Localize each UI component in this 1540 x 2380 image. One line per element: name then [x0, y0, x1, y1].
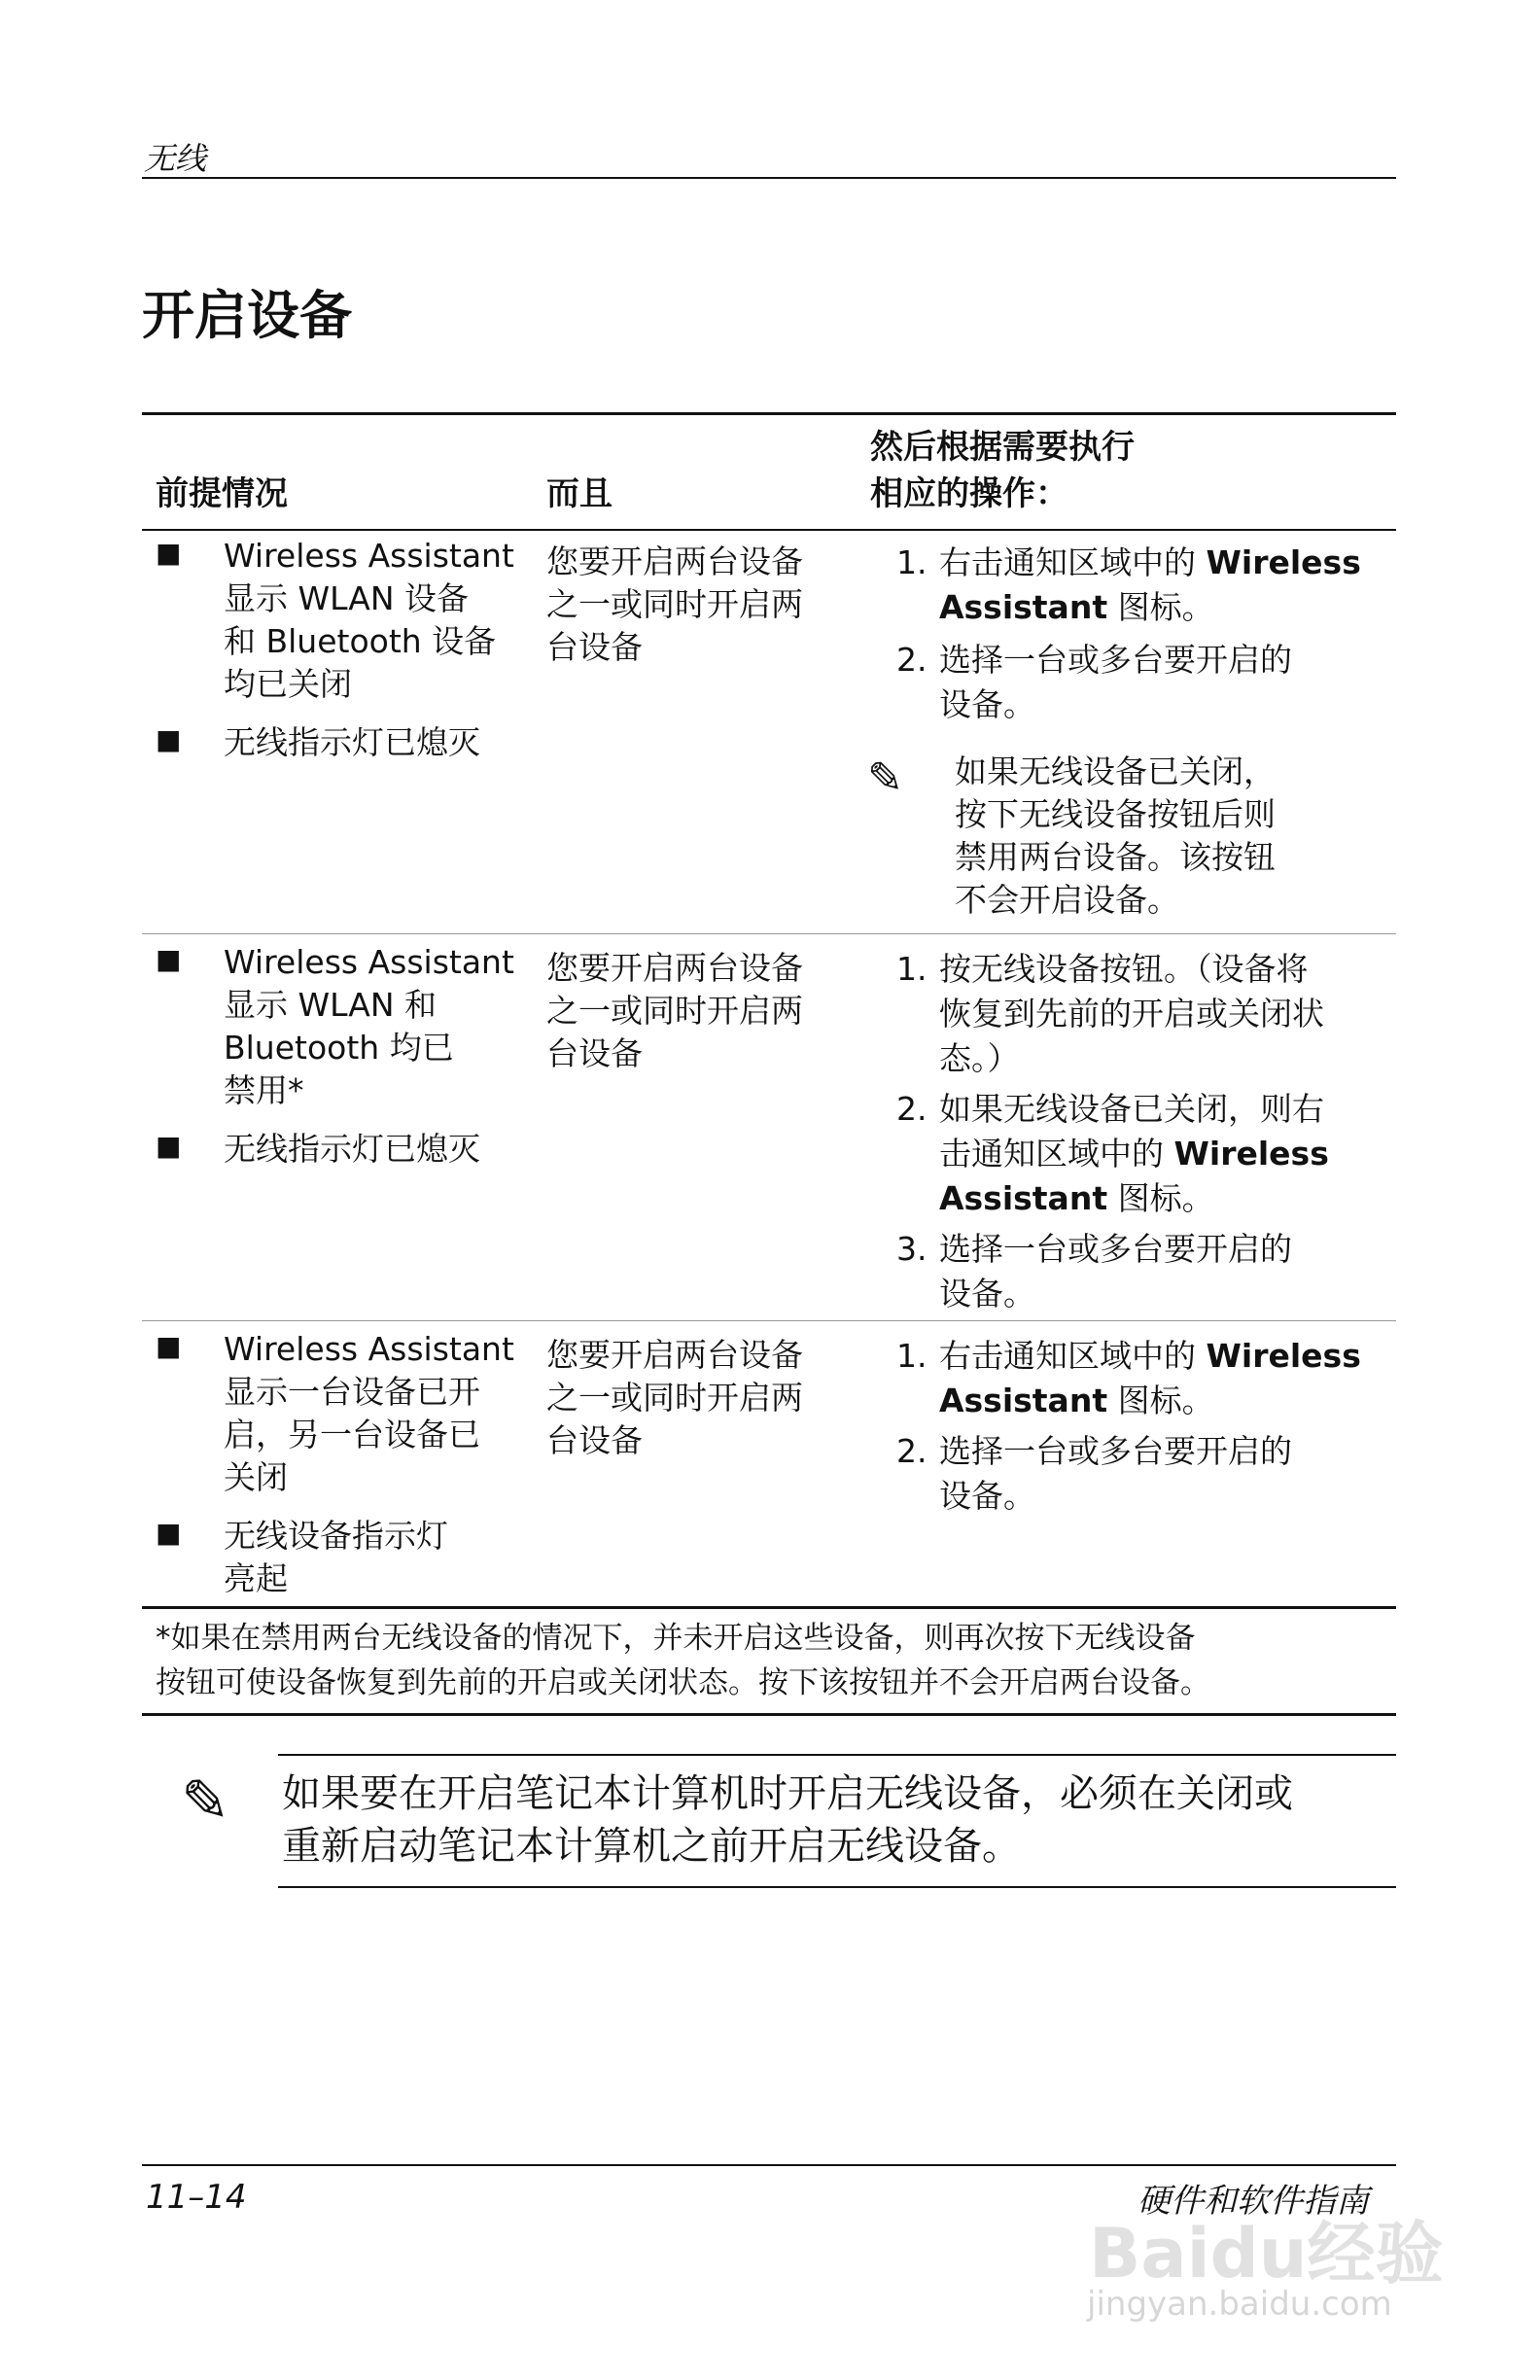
note-text: 如果无线设备已关闭， 按下无线设备按钮后则 禁用两台设备。该按钮 不会开启设备。	[955, 752, 1276, 919]
col-header-prerequisite: 前提情况	[156, 474, 288, 513]
and-text: 您要开启两台设备 之一或同时开启两 台设备	[546, 542, 803, 666]
step-text: 选择一台或多台要开启的 设备。	[939, 1230, 1292, 1312]
bullet-icon: ■	[156, 1330, 182, 1362]
condition-text: 无线指示灯已熄灭	[224, 1130, 480, 1168]
step-text: 如果无线设备已关闭，则右 击通知区域中的 Wireless Assistant 图标。	[939, 1090, 1329, 1217]
step-number: 1.	[896, 1337, 928, 1375]
note-top-rule	[278, 1754, 1396, 1756]
step-number: 1.	[896, 950, 928, 988]
bullet-icon: ■	[156, 943, 182, 975]
page-number: 11–14	[146, 2178, 247, 2217]
step-number: 3.	[896, 1230, 928, 1268]
page-title: 开启设备	[142, 285, 352, 346]
and-text: 您要开启两台设备 之一或同时开启两 台设备	[546, 949, 803, 1072]
baidu-watermark-url: jingyan.baidu.com	[1087, 2285, 1392, 2324]
step-number: 2.	[896, 1432, 928, 1470]
col-header-and: 而且	[546, 474, 612, 513]
running-header: 无线	[144, 140, 207, 177]
step-number: 1.	[896, 543, 928, 581]
step-number: 2.	[896, 1090, 928, 1128]
bullet-icon: ■	[156, 537, 182, 569]
bullet-icon: ■	[156, 1517, 182, 1549]
table-footnote-rule	[142, 1606, 1396, 1609]
pencil-icon: ✎	[867, 753, 903, 803]
condition-text: 无线设备指示灯 亮起	[224, 1517, 448, 1597]
book-title: 硬件和软件指南	[1138, 2182, 1369, 2221]
note-text: 如果要在开启笔记本计算机时开启无线设备，必须在关闭或 重新启动笔记本计算机之前开启无线设备。	[282, 1771, 1293, 1869]
table-top-rule	[142, 412, 1396, 415]
col-header-action-line1: 然后根据需要执行	[870, 428, 1135, 467]
header-rule	[142, 177, 1396, 179]
pencil-icon: ✎	[181, 1768, 230, 1836]
condition-text: Wireless Assistant 显示一台设备已开 启，另一台设备已 关闭	[224, 1330, 514, 1496]
row-divider	[142, 1320, 1396, 1321]
bullet-icon: ■	[156, 723, 182, 755]
step-text: 按无线设备按钮。（设备将 恢复到先前的开启或关闭状 态。）	[939, 950, 1324, 1077]
condition-text: 无线指示灯已熄灭	[224, 723, 480, 761]
header-bottom-rule	[142, 529, 1396, 531]
note-bottom-rule	[278, 1886, 1396, 1888]
step-text: 右击通知区域中的 Wireless Assistant 图标。	[939, 543, 1361, 626]
condition-text: Wireless Assistant 显示 WLAN 和 Bluetooth 均已 禁用*	[224, 943, 514, 1109]
bullet-icon: ■	[156, 1130, 182, 1162]
table-bottom-rule	[142, 1713, 1396, 1716]
row-divider	[142, 933, 1396, 934]
and-text: 您要开启两台设备 之一或同时开启两 台设备	[546, 1336, 803, 1459]
condition-text: Wireless Assistant 显示 WLAN 设备 和 Bluetooth 设备 均已关闭	[224, 537, 514, 703]
footer-rule	[142, 2164, 1396, 2166]
baidu-watermark-logo: Baidu经验	[1089, 2214, 1444, 2293]
table-footnote: *如果在禁用两台无线设备的情况下，并未开启这些设备，则再次按下无线设备 按钮可使设备恢复到先前的开启或关闭状态。按下该按钮并不会开启两台设备。	[156, 1621, 1210, 1700]
step-text: 选择一台或多台要开启的 设备。	[939, 641, 1292, 723]
col-header-action-line2: 相应的操作：	[870, 474, 1068, 513]
step-text: 选择一台或多台要开启的 设备。	[939, 1432, 1292, 1515]
step-number: 2.	[896, 641, 928, 679]
step-text: 右击通知区域中的 Wireless Assistant 图标。	[939, 1337, 1361, 1419]
